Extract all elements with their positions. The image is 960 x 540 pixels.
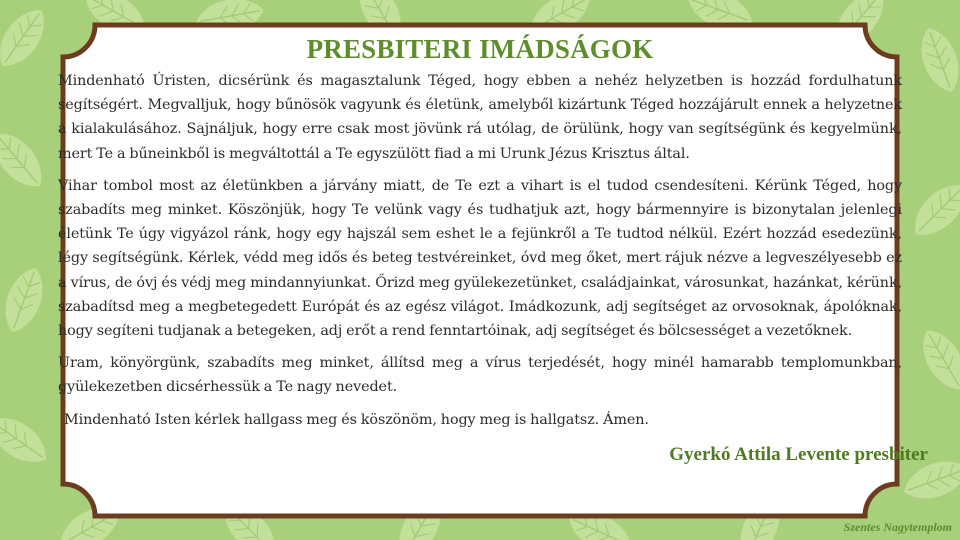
page-title: PRESBITERI IMÁDSÁGOK [306, 34, 654, 64]
prayer-panel [58, 32, 902, 502]
brand-watermark: Szentes Nagytemplom [843, 520, 952, 534]
prayer-paragraph-4: Mindenható Isten kérlek hallgass meg és köszönöm, hogy meg is hallgatsz. Ámen. [64, 411, 649, 428]
prayer-paragraph-2: Vihar tombol most az életünkben a járvány miatt, de Te ezt a vihart is el tudod csendesíteni. Kérünk Téged, hogy szabadíts meg minket. Köszönjük, hogy Te velünk vagy és tudhatjuk azt, hogy bármennyire is bizonytalan jelenlegi életünk Te úgy vigyázol ránk, hogy egy hajszál sem eshet le a fejünkről a Te tudtod nélkül. Ezért hozzád esedezünk, légy segítségünk. Kérlek, védd meg idős és beteg testvéreinket, óvd meg őket, mert rájuk nézve a legveszélyesebb ez a vírus, de óvj és védj meg mindannyiunkat. Őrizd meg gyülekezetünket, családjainkat, városunkat, hazánkat, kérünk, szabadítsd meg a megbetegedett Európát és az egész világot. Imádkozunk, adj segítséget az orvosoknak, ápolóknak, hogy segíteni tudjanak a betegeken, adj erőt a rend fenntartóinak, adj segítséget és bölcsességet a vezetőknek. [58, 177, 902, 340]
prayer-paragraph-3: Uram, könyörgünk, szabadíts meg minket, állítsd meg a vírus terjedését, hogy minél hamarabb templomunkban, gyülekezetben dicsérhessük a Te nagy nevedet. [58, 355, 902, 396]
signature: Gyerkó Attila Levente presbiter [669, 444, 928, 465]
prayer-paragraph-1: Mindenható Úristen, dicsérünk és magasztalunk Téged, hogy ebben a nehéz helyzetben is hozzád fordulhatunk segítségért. Megvalljuk, hogy bűnösök vagyunk és életünk, amelyből kizártunk Téged hozzájárult ennek a helyzetnek a kialakulásához. Sajnáljuk, hogy erre csak most jövünk rá utólag, de örülünk, hogy van segítségünk és kegyelmünk, mert Te a bűneinkből is megváltottál a Te egyszülött fiad a mi Urunk Jézus Krisztus által. [58, 73, 902, 162]
